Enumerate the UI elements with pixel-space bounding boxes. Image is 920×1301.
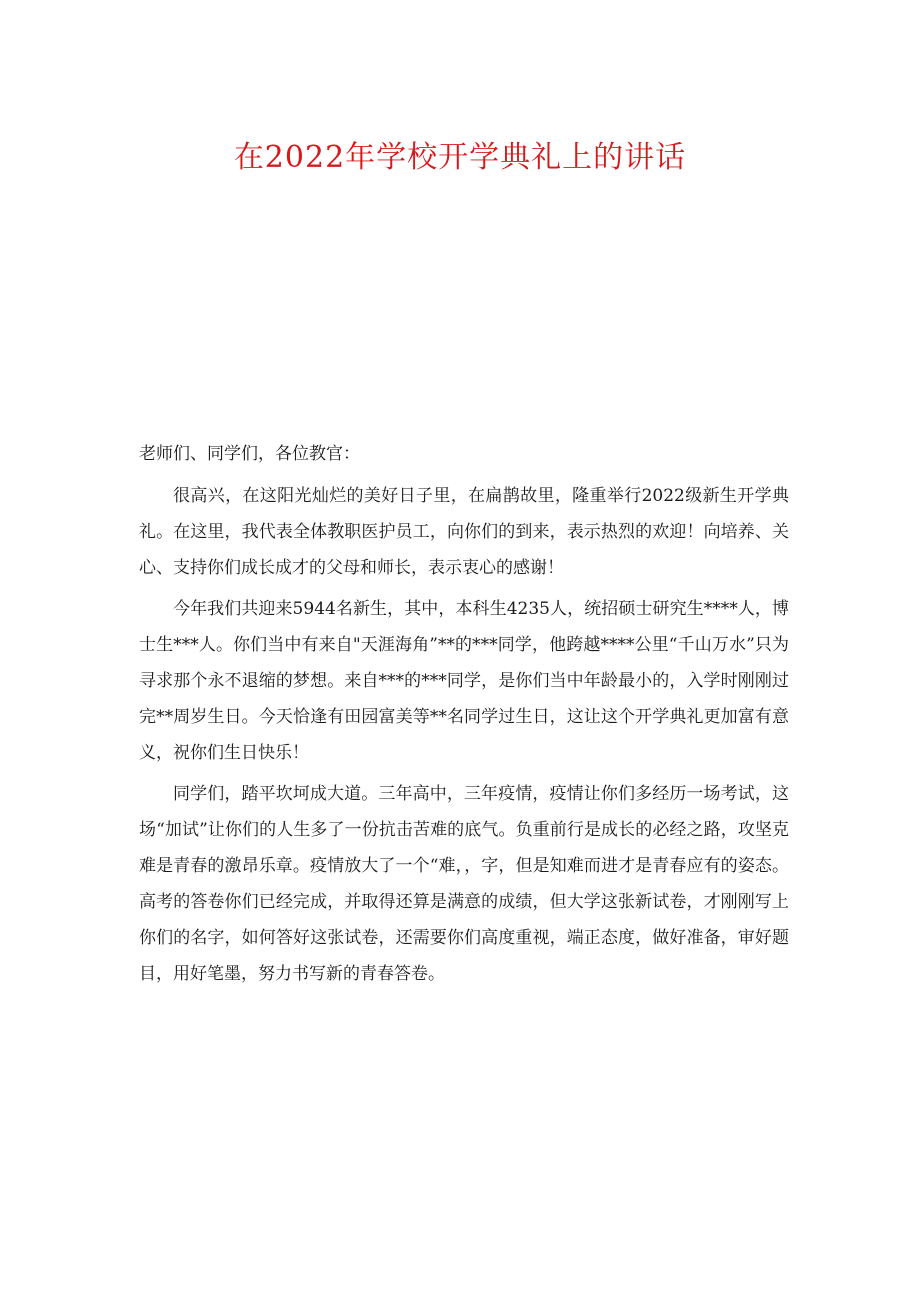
paragraph-new-students: 今年我们共迎来5944名新生，其中，本科生4235人，统招硕士研究生****人，博士生***人。你们当中有来自"天涯海角”**的***同学，他跨越****公里“千山万水”只为寻求那个永不退缩的梦想。来自***的***同学，是你们当中年龄最小的，入学时刚刚过完**周岁生日。今天恰逢有田园富美等**名同学过生日，这让这个开学典礼更加富有意义，祝你们生日快乐！ (139, 599, 789, 763)
document-body (139, 436, 789, 992)
document-title: 在2022年学校开学典礼上的讲话 (233, 140, 687, 175)
salutation: 老师们、同学们，各位教官： (139, 444, 360, 464)
paragraph-welcome: 很高兴，在这阳光灿烂的美好日子里，在扁鹊故里，隆重举行2022级新生开学典礼。在这里，我代表全体教职医护员工，向你们的到来，表示热烈的欢迎！向培养、关心、支持你们成长成才的父母和师长，表示衷心的感谢！ (139, 486, 789, 578)
paragraph-encouragement: 同学们，踏平坎坷成大道。三年高中，三年疫情，疫情让你们多经历一场考试，这场“加试”让你们的人生多了一份抗击苦难的底气。负重前行是成长的必经之路，攻坚克难是青春的激昂乐章。疫情放大了一个“难，，字，但是知难而进才是青春应有的姿态。高考的答卷你们已经完成，并取得还算是满意的成绩，但大学这张新试卷，才刚刚写上你们的名字，如何答好这张试卷，还需要你们高度重视，端正态度，做好准备，审好题目，用好笔墨，努力书写新的青春答卷。 (139, 784, 789, 984)
